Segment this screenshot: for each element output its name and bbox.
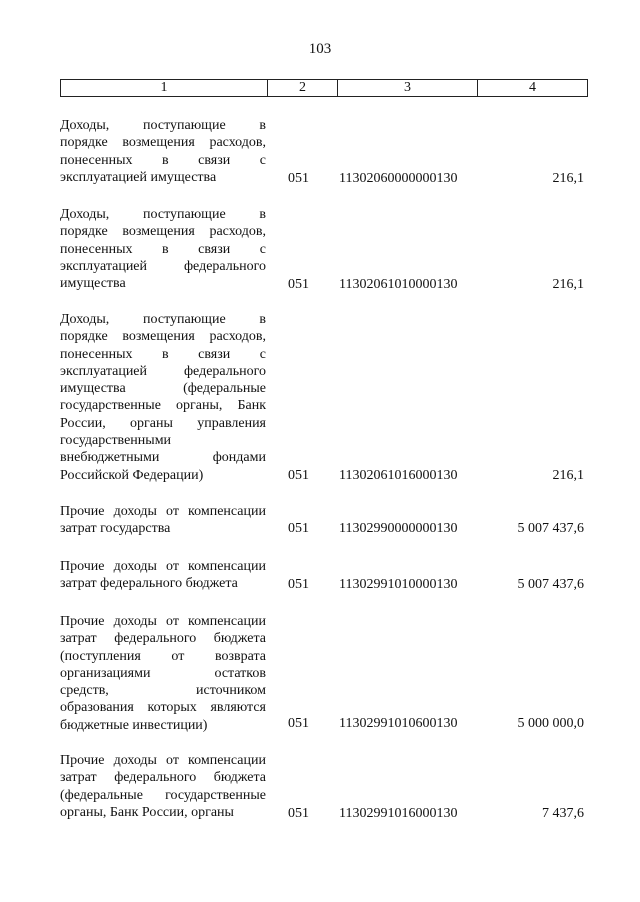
description-line: эксплуатацией имущества: [60, 169, 217, 185]
description-line: затрат федерального бюджета: [60, 576, 238, 592]
description-line: средств, источником: [60, 683, 266, 699]
description-line: (федеральные государственные: [60, 787, 266, 803]
description-line: государственными: [60, 433, 172, 449]
row-code-kbk: 11302060000000130: [339, 171, 458, 186]
row-code-admin: 051: [288, 806, 309, 821]
row-code-admin: 051: [288, 171, 309, 186]
row-amount: 216,1: [552, 468, 584, 483]
description-line: (поступления от возврата: [60, 648, 266, 664]
description-line: имущества (федеральные: [60, 381, 266, 397]
description-line: органы, Банк России, органы: [60, 804, 234, 820]
description-line: понесенных в связи с: [60, 241, 266, 257]
description-line: затрат федерального бюджета: [60, 631, 266, 647]
page-number: 103: [308, 41, 332, 57]
column-header-table: [60, 79, 588, 97]
row-code-kbk: 11302991016000130: [339, 806, 458, 821]
row-code-kbk: 11302990000000130: [339, 521, 458, 536]
row-code-kbk: 11302991010600130: [339, 716, 458, 731]
description-line: Доходы, поступающие в: [60, 312, 266, 327]
description-line: затрат государства: [60, 521, 171, 537]
description-line: понесенных в связи с: [60, 152, 266, 168]
description-line: Российской Федерации): [60, 467, 204, 483]
row-amount: 5 000 000,0: [517, 716, 584, 731]
row-code-kbk: 11302061010000130: [339, 277, 458, 292]
row-amount: 216,1: [552, 277, 584, 292]
row-description: [60, 117, 266, 186]
description-line: организациями остатков: [60, 665, 266, 681]
description-line: России, органы управления: [60, 415, 266, 431]
description-line: бюджетные инвестиции): [60, 717, 208, 733]
description-line: эксплуатацией федерального: [60, 363, 266, 379]
description-line: Прочие доходы от компенсации: [60, 559, 266, 574]
row-code-admin: 051: [288, 468, 309, 483]
row-code-admin: 051: [288, 277, 309, 292]
row-description: [60, 503, 266, 538]
row-amount: 216,1: [552, 171, 584, 186]
description-line: образования которых являются: [60, 700, 266, 716]
description-line: понесенных в связи с: [60, 346, 266, 362]
row-amount: 5 007 437,6: [517, 577, 584, 592]
row-description: [60, 206, 266, 292]
column-header-row: [61, 80, 588, 97]
description-line: затрат федерального бюджета: [60, 770, 266, 786]
description-line: государственные органы, Банк: [60, 398, 266, 414]
row-amount: 7 437,6: [542, 806, 584, 821]
description-line: Доходы, поступающие в: [60, 118, 266, 133]
description-line: Прочие доходы от компенсации: [60, 614, 266, 629]
row-description: [60, 613, 266, 734]
description-line: эксплуатацией федерального: [60, 258, 266, 274]
row-code-kbk: 11302991010000130: [339, 577, 458, 592]
description-line: Прочие доходы от компенсации: [60, 504, 266, 519]
column-header-3: 3: [338, 80, 478, 97]
column-header-2: 2: [268, 80, 338, 97]
row-code-admin: 051: [288, 716, 309, 731]
row-code-admin: 051: [288, 521, 309, 536]
row-description: [60, 752, 266, 821]
description-line: внебюджетными фондами: [60, 450, 266, 466]
description-line: Прочие доходы от компенсации: [60, 753, 266, 768]
description-line: порядке возмещения расходов,: [60, 135, 266, 151]
column-header-1: 1: [61, 80, 268, 97]
row-code-kbk: 11302061016000130: [339, 468, 458, 483]
description-line: порядке возмещения расходов,: [60, 224, 266, 240]
column-header-4: 4: [478, 80, 588, 97]
row-description: [60, 558, 266, 593]
description-line: порядке возмещения расходов,: [60, 329, 266, 345]
row-description: [60, 311, 266, 484]
description-line: имущества: [60, 276, 126, 292]
row-amount: 5 007 437,6: [517, 521, 584, 536]
row-code-admin: 051: [288, 577, 309, 592]
description-line: Доходы, поступающие в: [60, 207, 266, 222]
